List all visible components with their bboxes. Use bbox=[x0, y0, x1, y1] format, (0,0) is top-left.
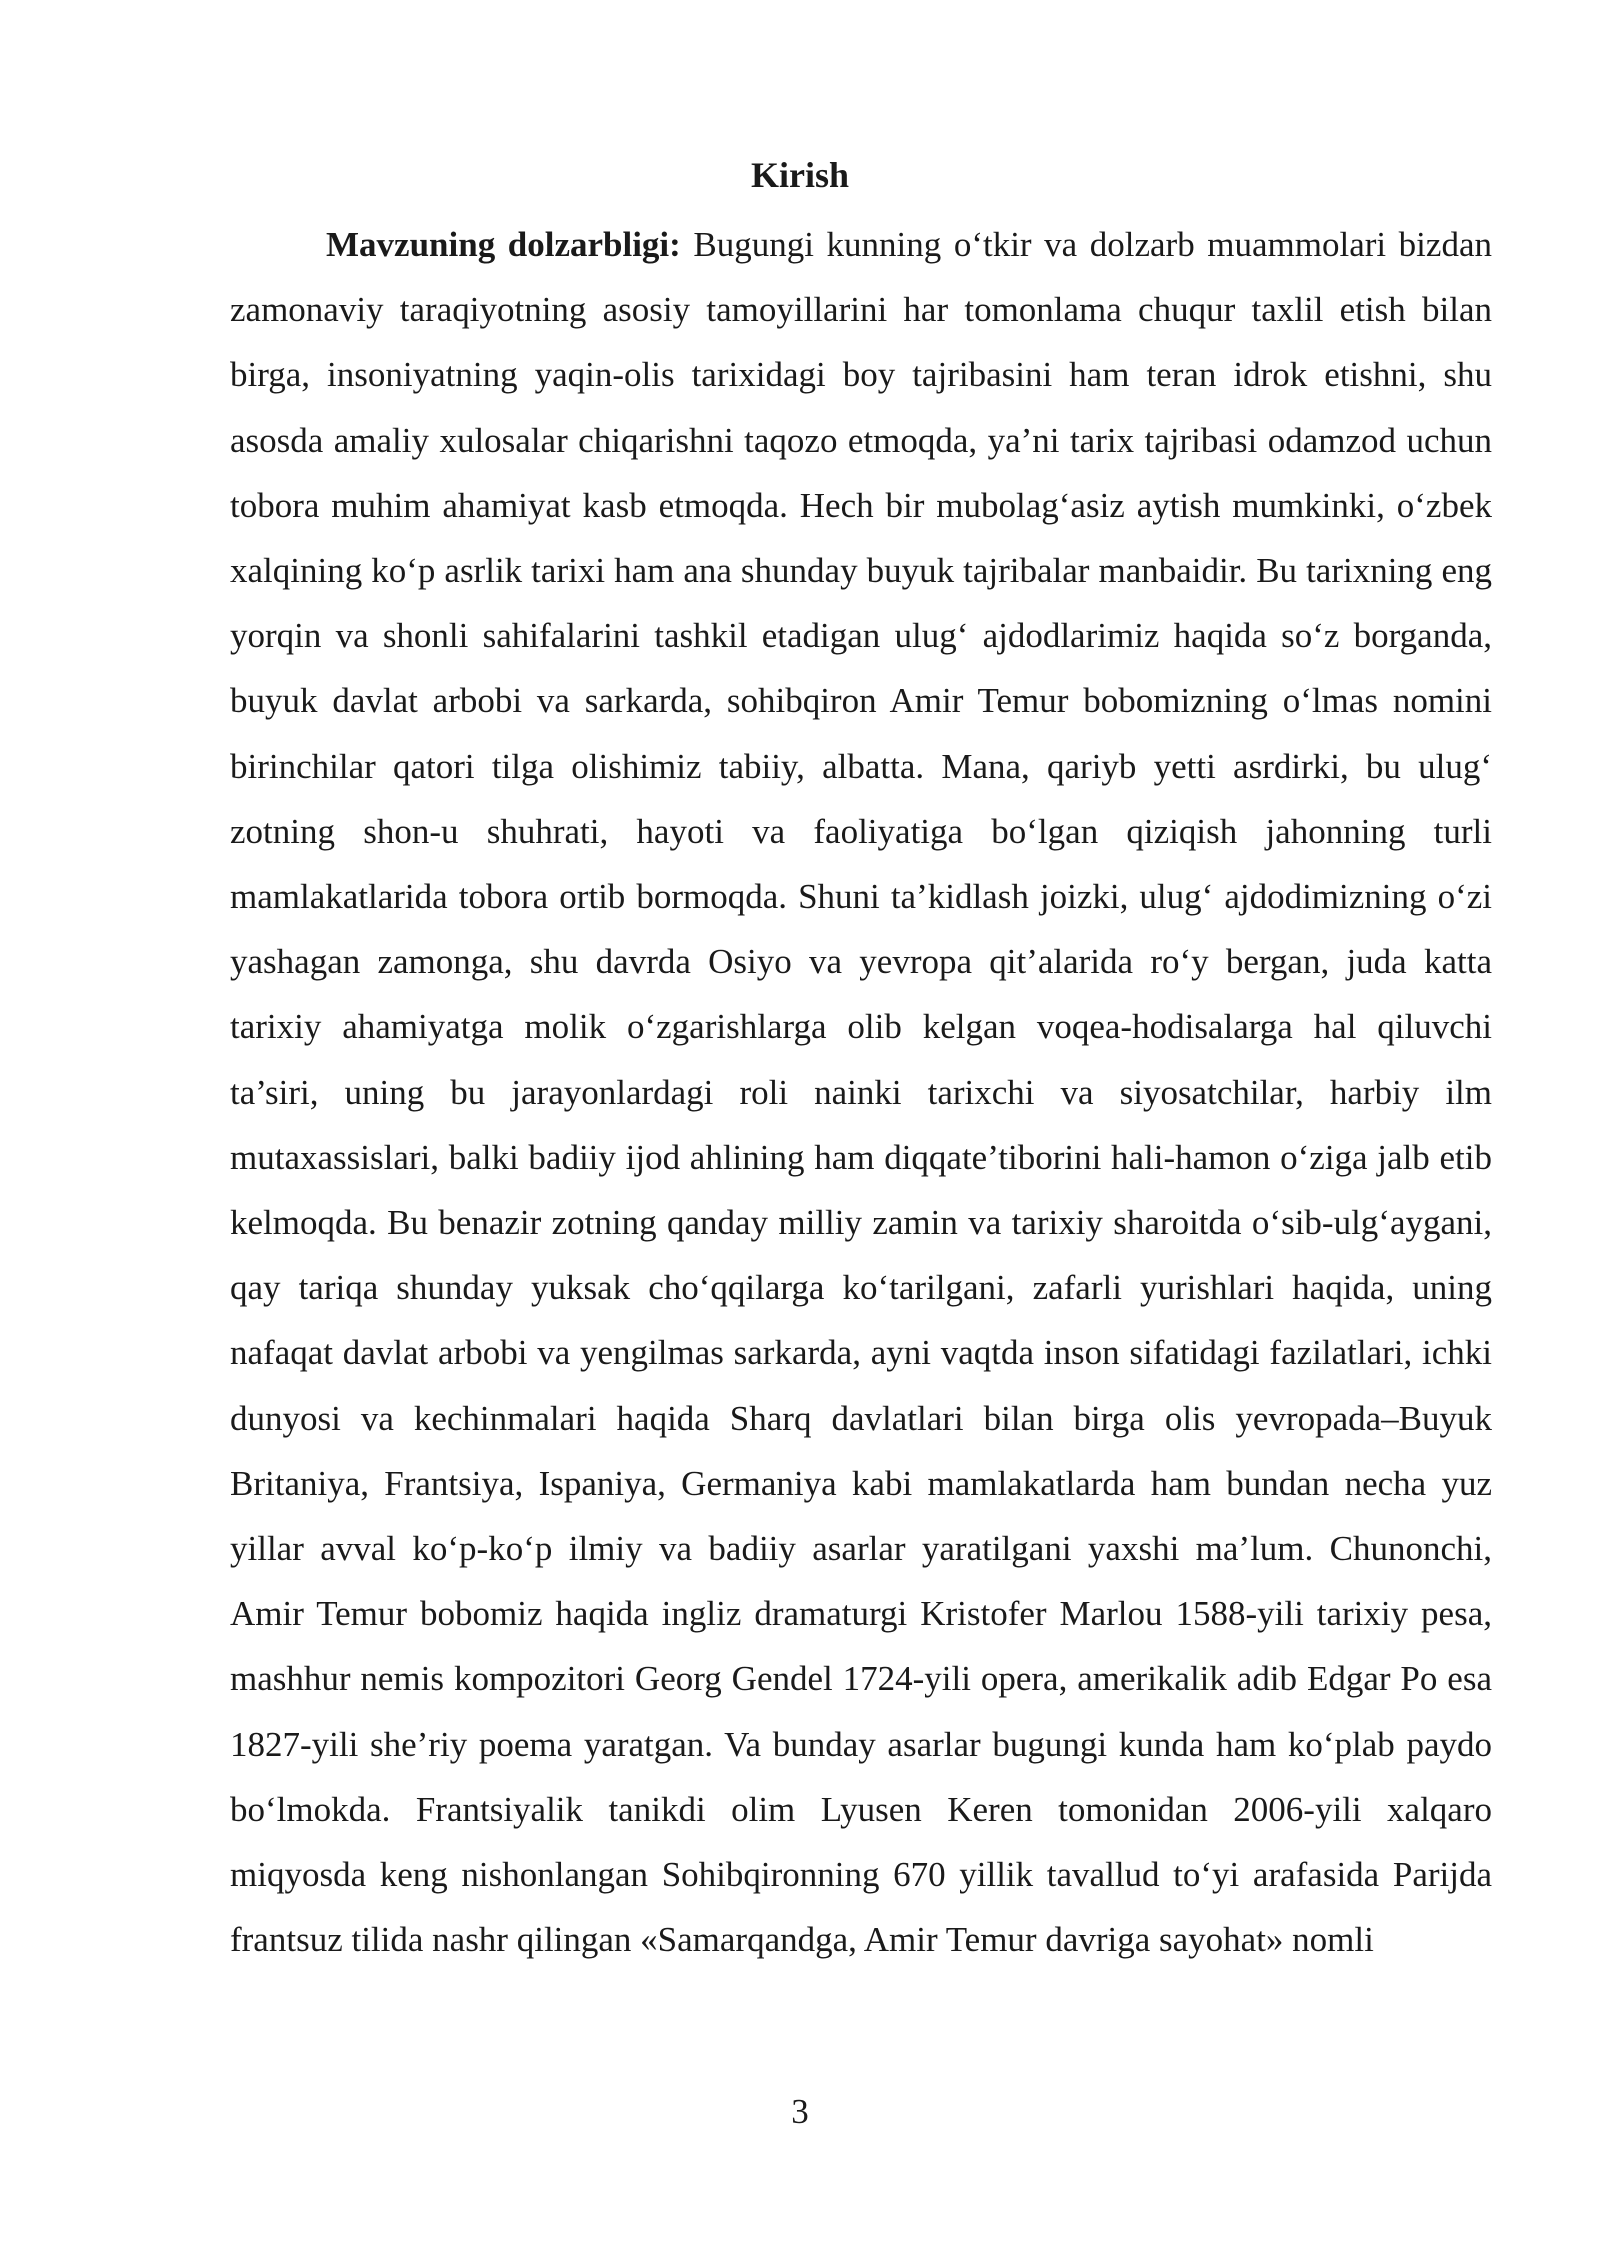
paragraph-text: Bugungi kunning o‘tkir va dolzarb muammolari bizdan zamonaviy taraqiyotning asosiy tamoyillarini har tomonlama chuqur taxlil etish bilan birga, insoniyatning yaqin-olis tarixidagi boy tajribasini ham teran idrok etishni, shu asosda amaliy xulosalar chiqarishni taqozo etmoqda, ya’ni tarix tajribasi odamzod uchun tobora muhim ahamiyat kasb etmoqda. Hech bir mubolag‘asiz aytish mumkinki, o‘zbek xalqining ko‘p asrlik tarixi ham ana shunday buyuk tajribalar manbaidir. Bu tarixning eng yorqin va shonli sahifalarini tashkil etadigan ulug‘ ajdodlarimiz haqida so‘z borganda, buyuk davlat arbobi va sarkarda, sohibqiron Amir Temur bobomizning o‘lmas nomini birinchilar qatori tilga olishimiz tabiiy, albatta. Mana, qariyb yetti asrdirki, bu ulug‘ zotning shon-u shuhrati, hayoti va faoliyatiga bo‘lgan qiziqish jahonning turli mamlakatlarida tobora ortib bormoqda. Shuni ta’kidlash joizki, ulug‘ ajdodimizning o‘zi yashagan zamonga, shu davrda Osiyo va yevropa qit’alarida ro‘y bergan, juda katta tarixiy ahamiyatga molik o‘zgarishlarga olib kelgan voqea-hodisalarga hal qiluvchi ta’siri, uning bu jarayonlardagi roli nainki tarixchi va siyosatchilar, harbiy ilm mutaxassislari, balki badiiy ijod ahlining ham diqqate’tiborini hali-hamon o‘ziga jalb etib kelmoqda. Bu benazir zotning qanday milliy zamin va tarixiy sharoitda o‘sib-ulg‘aygani, qay tariqa shunday yuksak cho‘qqilarga ko‘tarilgani, zafarli yurishlari haqida, uning nafaqat davlat arbobi va yengilmas sarkarda, ayni vaqtda inson sifatidagi fazilatlari, ichki dunyosi va kechinmalari haqida Sharq davlatlari bilan birga olis yevropada–Buyuk Britaniya, Frantsiya, Ispaniya, Germaniya kabi mamlakatlarda ham bundan necha yuz yillar avval ko‘p-ko‘p ilmiy va badiiy asarlar yaratilgani yaxshi ma’lum. Chunonchi, Amir Temur bobomiz haqida ingliz dramaturgi Kristofer Marlou 1588-yili tarixiy pesa, mashhur nemis kompozitori Georg Gendel 1724-yili opera, amerikalik adib Edgar Po esa 1827-yili she’riy poema yaratgan. Va bunday asarlar bugungi kunda ham ko‘plab paydo bo‘lmokda. Frantsiyalik tanikdi olim Lyusen Keren tomonidan 2006-yili xalqaro miqyosda keng nishonlangan Sohibqironning 670 yillik tavallud to‘yi arafasida Parijda frantsuz tilida nashr qilingan «Samarqandga, Amir Temur davriga sayohat» nomli bbox=[230, 225, 1492, 1960]
page-title: Kirish bbox=[750, 155, 849, 195]
body-paragraph bbox=[230, 212, 1492, 1972]
page-number: 3 bbox=[791, 2092, 809, 2131]
section-label: Mavzuning dolzarbligi: bbox=[326, 225, 681, 264]
